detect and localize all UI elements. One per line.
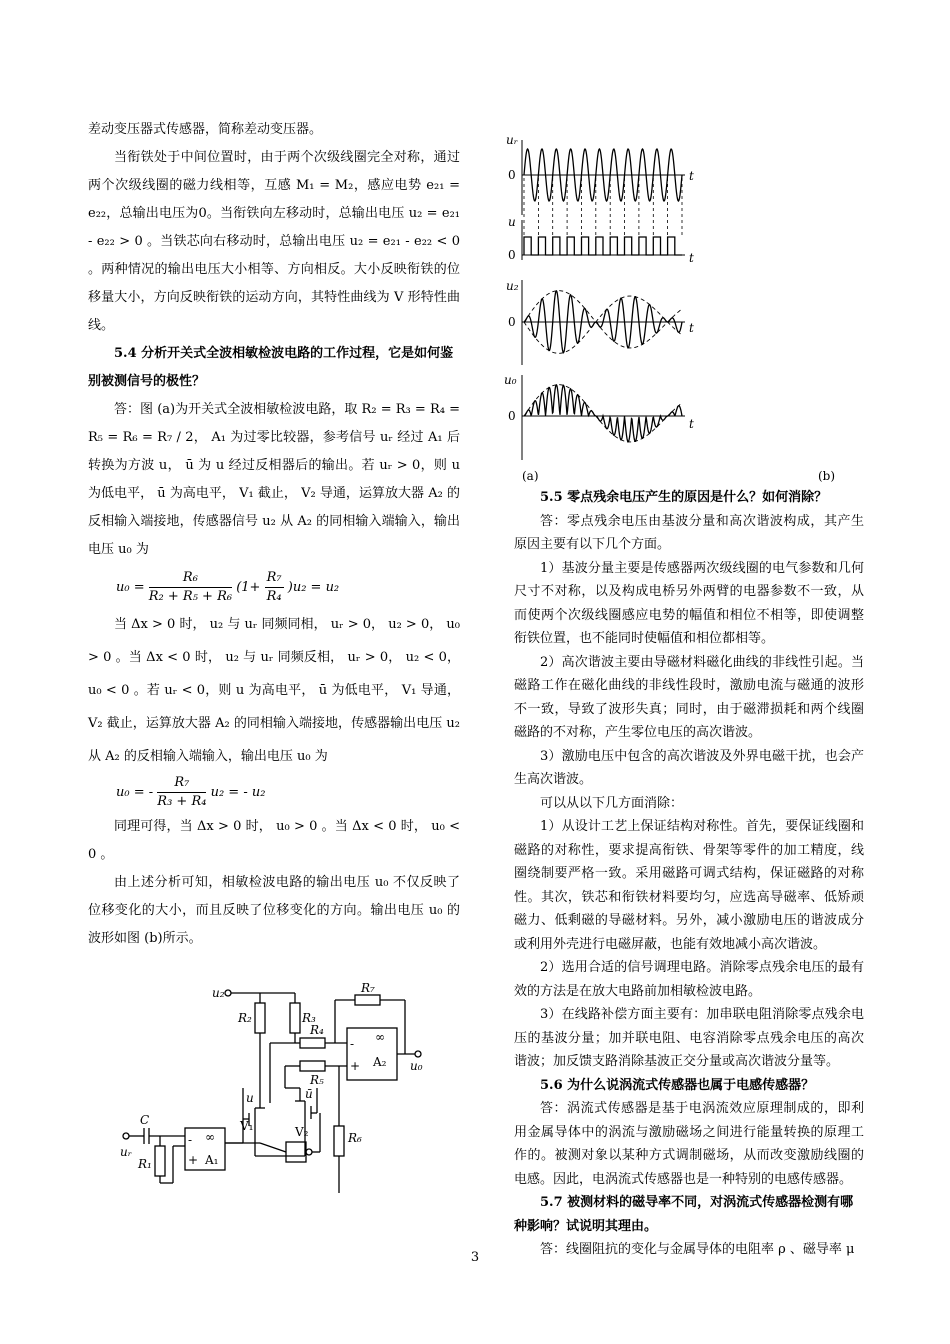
wave-label-zero: 0: [508, 315, 516, 329]
label-R1: R₁: [138, 1157, 152, 1171]
numerator: R₇: [265, 569, 284, 588]
label-plus-1: +: [188, 1153, 199, 1167]
eq-text: u₂ = - u₂: [210, 785, 266, 800]
page-number: 3: [470, 1250, 480, 1265]
paragraph: 当 Δx > 0 时， u₂ 与 uᵣ 同频同相， uᵣ > 0， u₂ > 0， u₀ > 0 。当 Δx < 0 时， u₂ 与 uᵣ 同频反相， uᵣ > 0， u₂ < 0， u₀ < 0 。若 uᵣ < 0，则 u 为高电平， ū 为低电平， V₁ 导通， V₂ 截止，运算放大器 A₂ 的同相输入端接地，传感器输出电压 u₂ 从 A₂ 的反相输入端输入，输出电压 u₀ 为: [88, 617, 460, 764]
equation-2: [116, 773, 460, 813]
label-R7: R₇: [361, 981, 375, 995]
question-heading: 5.4 分析开关式全波相敏检波电路的工作过程，它是如何鉴别被测信号的极性？: [88, 346, 454, 389]
eq-text: u₀ = -: [116, 785, 154, 800]
wave-label-t: t: [689, 417, 694, 431]
label-minus-2: -: [350, 1037, 355, 1051]
wave-label-zero: 0: [508, 409, 516, 423]
denominator: R₄: [266, 589, 282, 604]
label-C: C: [140, 1113, 150, 1127]
waveform-curve: [524, 322, 682, 353]
right-column: [514, 486, 864, 1262]
label-plus-2: +: [350, 1059, 361, 1073]
label-u2: u₂: [212, 986, 225, 1000]
label-minus-1: -: [188, 1133, 193, 1147]
left-column: [88, 116, 460, 953]
wave-label-u0: u₀: [504, 373, 517, 387]
paragraph: 可以从以下几方面消除：: [540, 795, 684, 811]
paragraph: 答：图 (a)为开关式全波相敏检波电路，取 R₂ = R₃ = R₄ = R₅ = R₆ = R₇ / 2， A₁ 为过零比较器，参考信号 uᵣ 经过 A₁ 后转换为方波 u， ū 为 u 经过反相器后的输出。若 uᵣ > 0，则 u 为低电平， ū 为高电平， V₁ 截止， V₂ 导通，运算放大器 A₂ 的反相输入端接地，传感器信号 u₂ 从 A₂ 的同相输入端输入，输出电压 u₀ 为: [88, 402, 460, 557]
wave-label-t: t: [689, 321, 694, 335]
label-R2: R₂: [238, 1011, 252, 1025]
caption-b: (b): [818, 469, 836, 483]
paragraph: 由上述分析可知，相敏检波电路的输出电压 u₀ 不仅反映了位移变化的大小，而且反映了位移变化的方向。输出电压 u₀ 的波形如图 (b)所示。: [88, 875, 460, 946]
label-u: u: [246, 1091, 254, 1105]
fraction: [149, 569, 232, 606]
eq-text: u₀ =: [116, 580, 145, 595]
wave-label-zero: 0: [508, 168, 516, 182]
label-R6: R₆: [348, 1131, 362, 1145]
label-ubar: ū: [305, 1087, 313, 1101]
paragraph: 差动变压器式传感器，简称差动变压器。: [88, 122, 323, 137]
label-A1: A₁: [205, 1153, 219, 1167]
paragraph: 3）在线路补偿方面主要有：加串联电阻消除零点残余电压的基波分量；加并联电阻、电容消除零点残余电压的高次谐波；加反馈支路消除基波正交分量或高次谐波分量等。: [514, 1007, 864, 1069]
question-heading: 5.6 为什么说涡流式传感器也属于电感传感器？: [540, 1077, 815, 1093]
question-heading: 5.5 零点残余电压产生的原因是什么？如何消除？: [540, 490, 828, 505]
waveform-curve: [524, 237, 682, 255]
fraction: [265, 569, 284, 606]
paragraph: 答：涡流式传感器是基于电涡流效应原理制成的，即利用金属导体中的涡流与激励磁场之间进行能量转换的原理工作的。被测对象以某种方式调制磁场，从而改变激励线圈的电感。因此，电涡流式传感器也是一种特别的电感传感器。: [514, 1101, 864, 1187]
wave-label-zero: 0: [508, 248, 516, 262]
waveform-curve: [524, 385, 682, 442]
label-inf-1: ∞: [205, 1130, 215, 1144]
numerator: R₆: [149, 569, 232, 588]
paragraph: 2）高次谐波主要由导磁材料磁化曲线的非线性引起。当磁路工作在磁化曲线的非线性段时，激励电流与磁通的波形不一致，导致了波形失真；同时，由于磁滞损耗和两个线圈磁路的不对称，产生零位电压的高次谐波。: [514, 654, 864, 740]
paragraph: 当衔铁处于中间位置时，由于两个次级线圈完全对称，通过两个次级线圈的磁力线相等，互感 M₁ = M₂，感应电势 e₂₁ = e₂₂，总输出电压为0。当衔铁向左移动时，总输出电压 u₂ = e₂₁ - e₂₂ > 0 。当铁芯向右移动时，总输出电压 u₂ = e₂₁ - e₂₂ < 0 。两种情况的输出电压大小相等、方向相反。大小反映衔铁的位移量大小，方向反映衔铁的运动方向，其特性曲线为 V 形特性曲线。: [88, 150, 460, 333]
label-R5: R₅: [310, 1073, 324, 1087]
paragraph: 2）选用合适的信号调理电路。消除零点残余电压的最有效的方法是在放大电路前加相敏检波电路。: [514, 960, 864, 999]
equation-1: [116, 568, 460, 608]
label-R4: R₄: [310, 1023, 324, 1037]
wave-label-u: u: [508, 215, 516, 229]
caption-a: (a): [522, 469, 539, 483]
paragraph: 1）基波分量主要是传感器两次级线圈的电气参数和几何尺寸不对称，以及构成电桥另外两臂的电器参数不一致，从而使两个次级线圈感应电势的幅值和相位不相等，即使调整衔铁位置，也不能同时使幅值和相位都相等。: [514, 560, 864, 646]
fraction: [157, 774, 206, 811]
label-R3: R₃: [302, 1011, 316, 1025]
eq-text: (1+: [236, 580, 261, 595]
paragraph: 答：线圈阻抗的变化与金属导体的电阻率 ρ 、磁导率 μ: [540, 1242, 855, 1257]
wave-label-t: t: [689, 169, 694, 183]
paragraph: 3）激励电压中包含的高次谐波及外界电磁干扰，也会产生高次谐波。: [514, 748, 864, 787]
label-V2: V₂: [295, 1125, 309, 1139]
label-A2: A₂: [373, 1055, 387, 1069]
label-V1: V₁: [240, 1119, 254, 1133]
wave-label-t: t: [689, 251, 694, 265]
numerator: R₇: [157, 774, 206, 793]
label-inf-2: ∞: [375, 1030, 385, 1044]
denominator: R₂ + R₅ + R₆: [148, 589, 233, 604]
wave-label-u2: u₂: [506, 279, 519, 293]
waveform-diagram: [500, 130, 850, 485]
paragraph: 同理可得，当 Δx > 0 时， u₀ > 0 。当 Δx < 0 时， u₀ < 0 。: [88, 819, 460, 862]
label-u0: u₀: [410, 1059, 423, 1073]
circuit-diagram: [110, 978, 450, 1208]
question-heading: 5.7 被测材料的磁导率不同，对涡流式传感器检测有哪种影响？试说明其理由。: [514, 1195, 854, 1234]
paragraph: 答：零点残余电压由基波分量和高次谐波构成，其产生原因主要有以下几个方面。: [514, 513, 864, 552]
denominator: R₃ + R₄: [157, 794, 207, 809]
waveform-curve: [524, 291, 682, 322]
paragraph: 1）从设计工艺上保证结构对称性。首先，要保证线圈和磁路的对称性，要求提高衔铁、骨架等零件的加工精度，线圈绕制要严格一致。采用磁路可调式结构，保证磁路的对称性。其次，铁芯和衔铁材料要均匀，应选高导磁率、低矫顽磁力、低剩磁的导磁材料。另外，减小激励电压的谐波成分或利用外壳进行电磁屏蔽，也能有效地减小高次谐波。: [514, 819, 864, 952]
eq-text: )u₂ = u₂: [287, 580, 340, 595]
label-ur: uᵣ: [120, 1145, 132, 1159]
wave-label-ur: uᵣ: [506, 133, 518, 147]
